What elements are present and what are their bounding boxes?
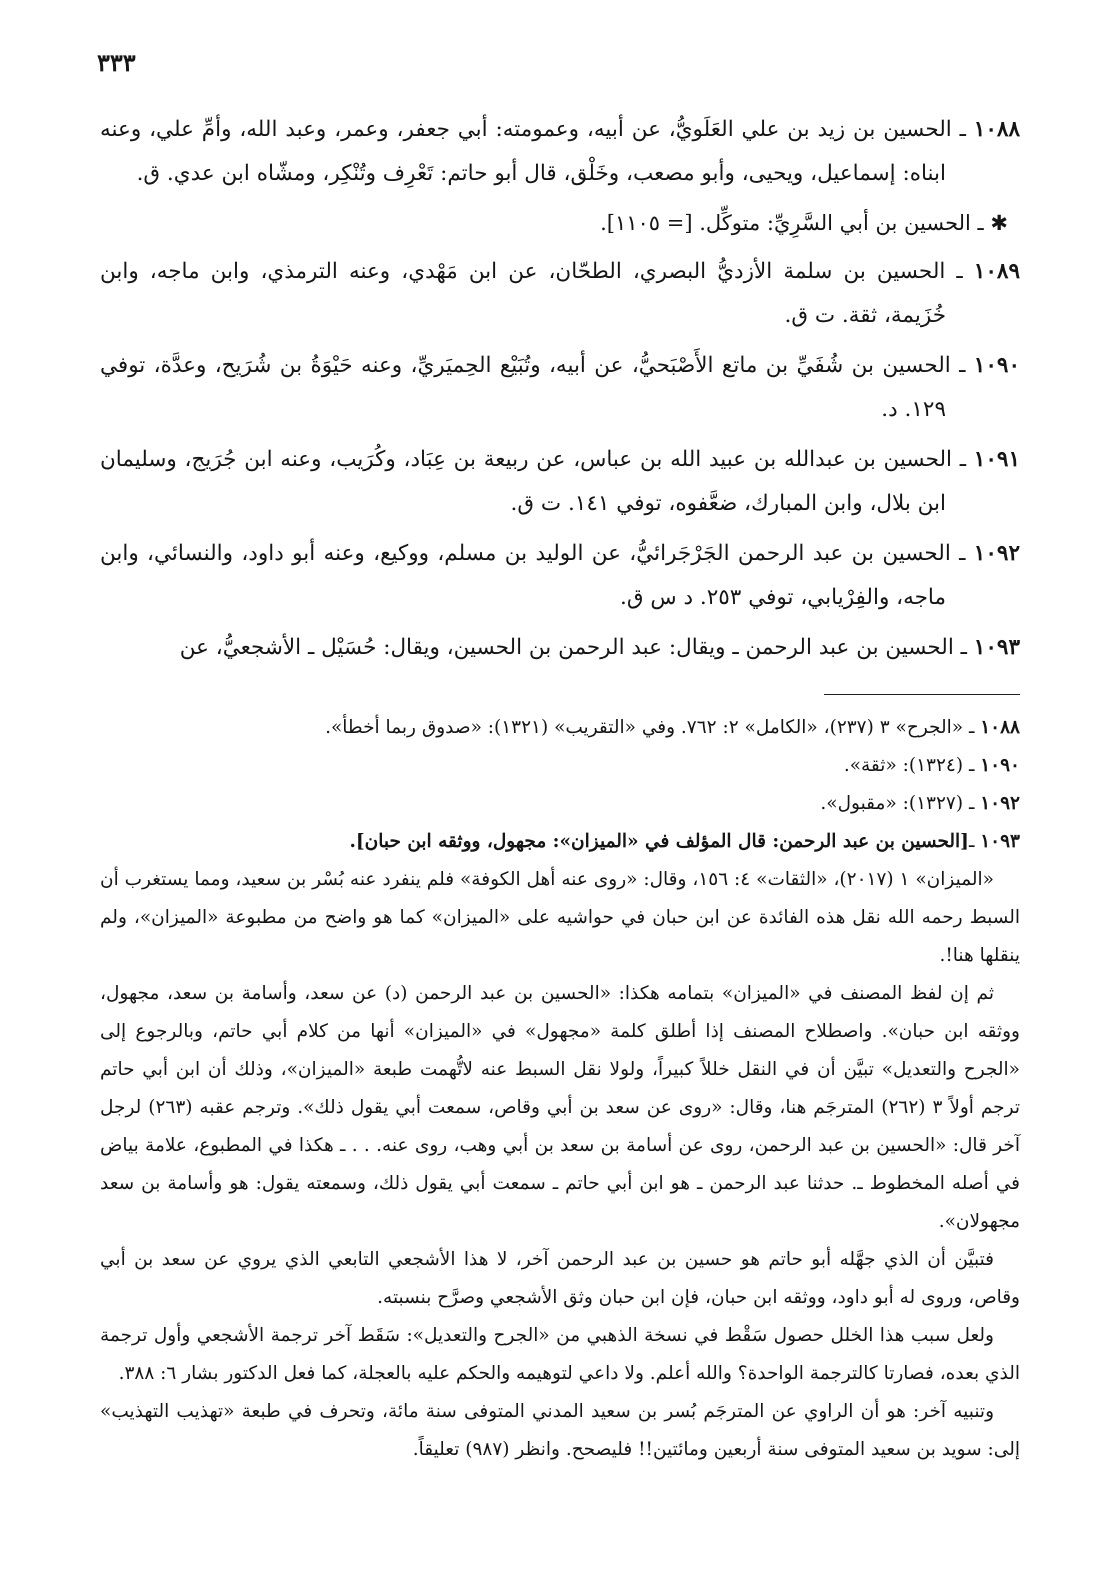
footnote-separator: ـ: [963, 717, 981, 738]
footnote-1088: [100, 709, 1020, 747]
footnote-number: ١٠٩٠: [980, 755, 1020, 776]
footnote-separator: ـ: [963, 793, 981, 814]
entry-text: الحسين بن عبد الرحمن الجَرْجَرائيُّ، عن الوليد بن مسلم، ووكيع، وعنه أبو داود، والنسائي، وابن ماجه، والفِرْيابي، توفي ٢٥٣. د س ق.: [100, 541, 951, 610]
cross-reference-line: [100, 202, 1020, 244]
footnote-paragraph: ولعل سبب هذا الخلل حصول سَقْط في نسخة الذهبي من «الجرح والتعديل»: سَقَط آخر ترجمة الأشجعي وأول ترجمة الذي بعده، فصارتا كالترجمة الواحدة؟ والله أعلم. ولا داعي لتوهيمه والحكم عليه بالعجلة، كما فعل الدكتور بشار ٦: ٣٨٨.: [100, 1325, 1020, 1384]
entry-1090: [100, 344, 1020, 432]
entry-1089: [100, 250, 1020, 338]
entry-separator: ـ: [950, 353, 974, 378]
footnote-text: [الحسين بن عبد الرحمن: قال المؤلف في «الميزان»: مجهول، ووثقه ابن حبان].: [349, 831, 969, 852]
entry-number: ١٠٨٨: [973, 117, 1020, 142]
cross-reference-text: ـ الحسين بن أبي السَّرِيِّ: متوكِّل. [= ١١٠٥].: [600, 211, 984, 235]
entry-separator: ـ: [951, 117, 974, 142]
entry-number: ١٠٩٢: [973, 541, 1020, 566]
entry-separator: ـ: [953, 635, 974, 660]
entry-1092: [100, 532, 1020, 620]
footnote-number: ١٠٩٣: [980, 831, 1020, 852]
footnote-text: (١٣٢٧): «مقبول».: [820, 793, 964, 814]
entry-separator: ـ: [952, 447, 974, 472]
footnote-separator: ـ: [968, 831, 981, 852]
entry-separator: ـ: [950, 541, 974, 566]
page-content: [100, 108, 1020, 1469]
footnote-paragraph: «الميزان» ١ (٢٠١٧)، «الثقات» ٤: ١٥٦، وقال: «روى عنه أهل الكوفة» فلم ينفرد عنه بُسْر بن سعيد، ومما يستغرب أن السبط رحمه الله نقل هذه الفائدة عن ابن حبان في حواشيه على «الميزان» كما هو واضح من مطبوعة «الميزان»، ولم ينقلها هنا!.: [100, 869, 1020, 966]
entry-text: الحسين بن شُفَيِّ بن ماتع الأَصْبَحيُّ، عن أبيه، وتُبَيْع الحِميَريِّ، وعنه حَيْوَةُ بن شُرَيح، وعدَّة، توفي ١٢٩. د.: [100, 353, 951, 422]
footnote-text: (١٣٢٤): «ثقة».: [843, 755, 964, 776]
page-number: ٣٣٣: [97, 48, 136, 77]
footnote-1093: [100, 823, 1020, 861]
footnote-paragraph: ثم إن لفظ المصنف في «الميزان» بتمامه هكذا: «الحسين بن عبد الرحمن (د) عن سعد، وأسامة بن سعد، مجهول، ووثقه ابن حبان». واصطلاح المصنف إذا أطلق كلمة «مجهول» في «الميزان» أنها من كلام أبي حاتم، وبالرجوع إلى «الجرح والتعديل» تبيَّن أن في النقل خللاً كبيراً، ولولا نقل السبط عنه لاتُّهمت طبعة «الميزان»، وذلك أن ابن أبي حاتم ترجم أولاً ٣ (٢٦٢) المترجَم هنا، وقال: «روى عن سعد بن أبي وقاص، سمعت أبي يقول ذلك». وترجم عقبه (٢٦٣) لرجل آخر قال: «الحسين بن عبد الرحمن، روى عن أسامة بن سعد بن أبي وهب، روى عنه. . . ـ هكذا في المطبوع، علامة بياض في أصله المخطوط ـ. حدثنا عبد الرحمن ـ هو ابن أبي حاتم ـ سمعت أبي يقول ذلك، وسمعته يقول: هو وأسامة بن سعد مجهولان».: [100, 983, 1020, 1232]
asterisk-icon: ✱: [990, 211, 1008, 235]
footnote-separator: ـ: [963, 755, 981, 776]
footnote-divider: [824, 694, 1020, 695]
footnote-number: ١٠٩٢: [980, 793, 1020, 814]
entry-number: ١٠٨٩: [973, 259, 1020, 284]
entry-text: الحسين بن عبدالله بن عبيد الله بن عباس، عن ربيعة بن عِبَاد، وكُرَيب، وعنه ابن جُرَيج، وسليمان ابن بلال، وابن المبارك، ضعَّفوه، توفي ١٤١. ت ق.: [100, 447, 952, 516]
entry-number: ١٠٩٣: [973, 635, 1020, 660]
entry-1088: [100, 108, 1020, 196]
footnote-1090: [100, 747, 1020, 785]
entry-separator: ـ: [945, 259, 974, 284]
entry-number: ١٠٩١: [973, 447, 1020, 472]
entry-text: الحسين بن سلمة الأزديُّ البصري، الطحّان، عن ابن مَهْدي، وعنه الترمذي، وابن ماجه، وابن خُزَيمة، ثقة. ت ق.: [100, 259, 946, 328]
footnote-paragraph: فتبيَّن أن الذي جهَّله أبو حاتم هو حسين بن عبد الرحمن آخر، لا هذا الأشجعي التابعي الذي يروي عن سعد بن أبي وقاص، وروى له أبو داود، ووثقه ابن حبان، فإن ابن حبان وثق الأشجعي وصرَّح بنسبته.: [100, 1249, 1020, 1308]
entry-text: الحسين بن زيد بن علي العَلَويُّ، عن أبيه، وعمومته: أبي جعفر، وعمر، وعبد الله، وأمِّ علي، وعنه ابناه: إسماعيل، ويحيى، وأبو مصعب، وخَلْق، قال أبو حاتم: تَعْرِف وتُنْكِر، ومشّاه ابن عدي. ق.: [100, 117, 952, 186]
entry-number: ١٠٩٠: [973, 353, 1020, 378]
entry-text: الحسين بن عبد الرحمن ـ ويقال: عبد الرحمن بن الحسين، ويقال: حُسَيْل ـ الأشجعيُّ، عن: [179, 635, 954, 660]
entry-1093: [100, 626, 1020, 670]
entry-1091: [100, 438, 1020, 526]
footnote-paragraph: وتنبيه آخر: هو أن الراوي عن المترجَم بُسر بن سعيد المدني المتوفى سنة مائة، وتحرف في طبعة «تهذيب التهذيب» إلى: سويد بن سعيد المتوفى سنة أربعين ومائتين!! فليصحح. وانظر (٩٨٧) تعليقاً.: [100, 1401, 1020, 1460]
footnote-number: ١٠٨٨: [980, 717, 1020, 738]
footnote-text: «الجرح» ٣ (٢٣٧)، «الكامل» ٢: ٧٦٢. وفي «التقريب» (١٣٢١): «صدوق ربما أخطأ».: [325, 717, 964, 738]
footnote-1092: [100, 785, 1020, 823]
